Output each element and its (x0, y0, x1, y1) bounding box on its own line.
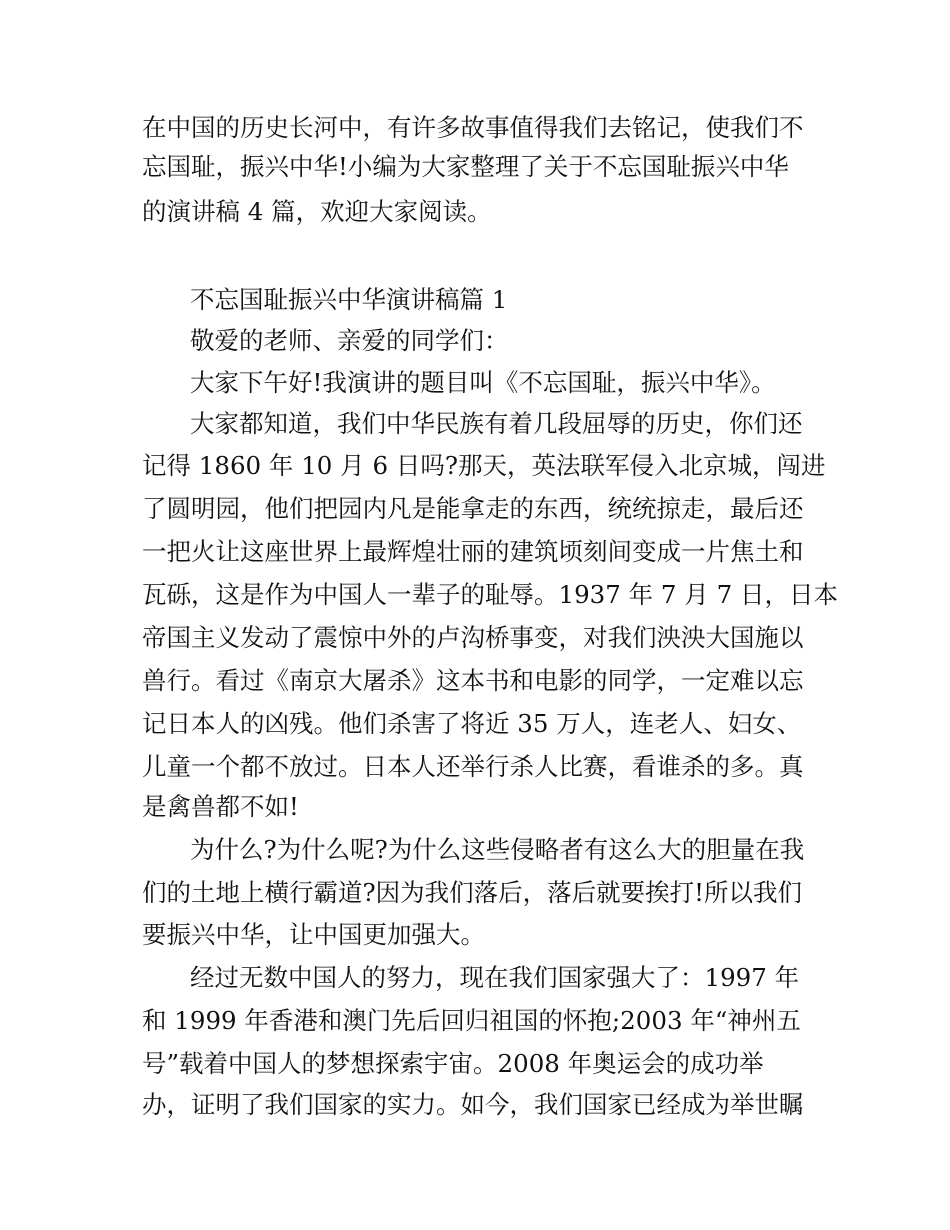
salutation: 敬爱的老师、亲爱的同学们： (190, 326, 509, 355)
paragraph3-line-4: 办，证明了我们国家的实力。如今，我们国家已经成为举世瞩 (142, 1090, 804, 1119)
greeting: 大家下午好!我演讲的题目叫《不忘国耻，振兴中华》。 (190, 368, 776, 397)
paragraph2-line-3: 要振兴中华，让中国更加强大。 (142, 920, 485, 949)
paragraph1-line-1: 大家都知道，我们中华民族有着几段屈辱的历史，你们还 (190, 409, 803, 438)
paragraph1-line-9: 儿童一个都不放过。日本人还举行杀人比赛，看谁杀的多。真 (142, 752, 804, 781)
intro-line-2: 忘国耻，振兴中华!小编为大家整理了关于不忘国耻振兴中华 (142, 152, 789, 181)
paragraph1-line-6: 帝国主义发动了震惊中外的卢沟桥事变，对我们泱泱大国施以 (142, 623, 804, 652)
paragraph1-line-5: 瓦砾，这是作为中国人一辈子的耻辱。1937 年 7 月 7 日，日本 (142, 580, 838, 609)
paragraph3-line-3: 号”载着中国人的梦想探索宇宙。2008 年奥运会的成功举 (142, 1049, 764, 1078)
paragraph1-line-10: 是禽兽都不如! (142, 792, 299, 821)
paragraph3-line-2: 和 1999 年香港和澳门先后回归祖国的怀抱;2003 年“神州五 (142, 1006, 801, 1035)
paragraph1-line-2: 记得 1860 年 10 月 6 日吗?那天，英法联军侵入北京城，闯进 (142, 451, 826, 480)
paragraph1-line-7: 兽行。看过《南京大屠杀》这本书和电影的同学，一定难以忘 (142, 666, 804, 695)
paragraph2-line-1: 为什么?为什么呢?为什么这些侵略者有这么大的胆量在我 (190, 835, 805, 864)
intro-line-3: 的演讲稿 4 篇，欢迎大家阅读。 (142, 197, 492, 226)
intro-line-1: 在中国的历史长河中，有许多故事值得我们去铭记，使我们不 (142, 113, 804, 142)
paragraph1-line-8: 记日本人的凶残。他们杀害了将近 35 万人，连老人、妇女、 (142, 709, 802, 738)
paragraph1-line-3: 了圆明园，他们把园内凡是能拿走的东西，统统掠走，最后还 (142, 494, 804, 523)
section-title: 不忘国耻振兴中华演讲稿篇 1 (190, 285, 508, 314)
paragraph2-line-2: 们的土地上横行霸道?因为我们落后，落后就要挨打!所以我们 (142, 878, 802, 907)
paragraph1-line-4: 一把火让这座世界上最辉煌壮丽的建筑顷刻间变成一片焦土和 (142, 537, 804, 566)
paragraph3-line-1: 经过无数中国人的努力，现在我们国家强大了：1997 年 (190, 963, 800, 992)
